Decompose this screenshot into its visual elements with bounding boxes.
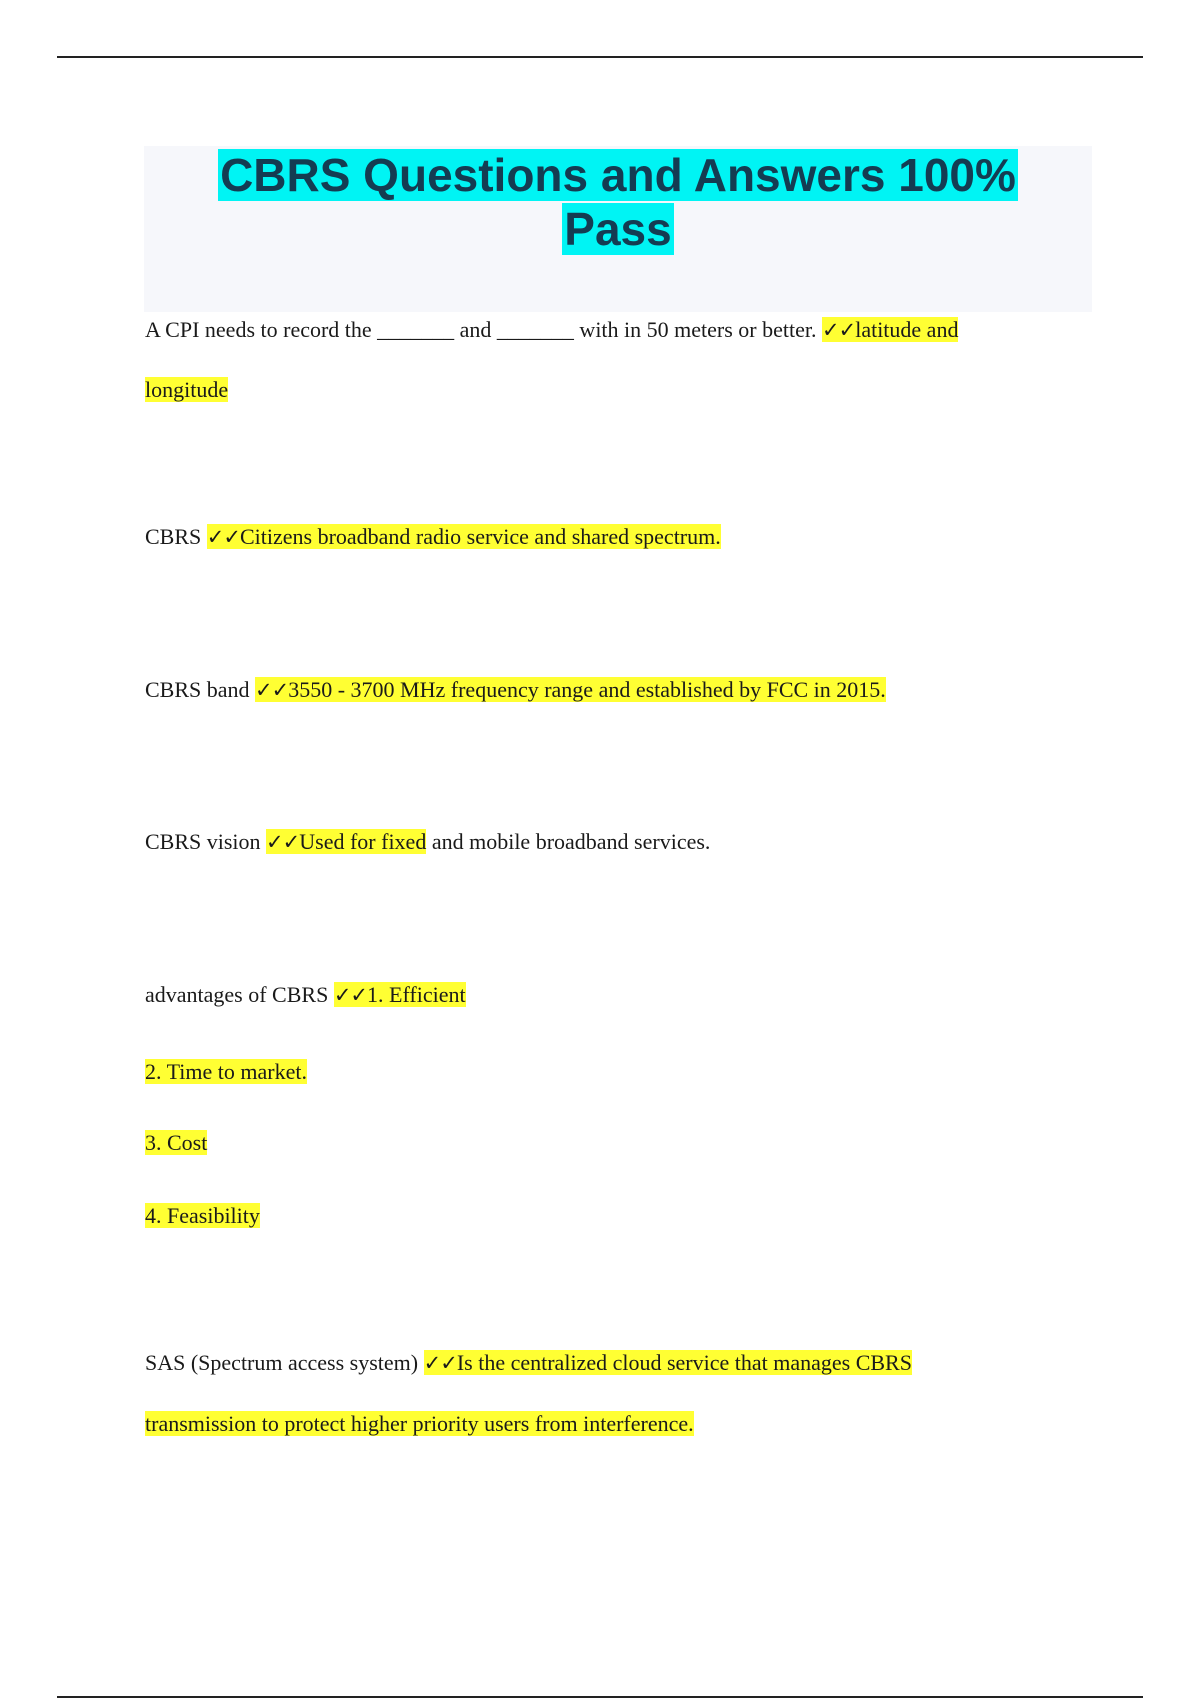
question-text: SAS (Spectrum access system) (145, 1350, 419, 1375)
qa-item-advantages (145, 981, 466, 1009)
title-box (144, 146, 1092, 312)
double-check-icon: ✓✓ (822, 318, 856, 342)
answer-highlight: transmission to protect higher priority users from interference. (145, 1411, 694, 1436)
answer-highlight: ✓✓1. Efficient (333, 982, 466, 1007)
qa-item-sas (145, 1349, 912, 1377)
answer-highlight: longitude (145, 377, 229, 402)
advantage-list-item (145, 1129, 207, 1157)
double-check-icon: ✓✓ (333, 983, 368, 1007)
document-title-line2: Pass (564, 203, 672, 255)
answer-highlight: ✓✓Citizens broadband radio service and shared spectrum. (206, 524, 721, 549)
advantage-list-item (145, 1058, 307, 1086)
answer-highlight: 2. Time to market. (145, 1059, 307, 1084)
question-text: advantages of CBRS (145, 982, 329, 1007)
answer-highlight: ✓✓Used for fixed (266, 829, 427, 854)
question-text: CBRS (145, 524, 202, 549)
answer-highlight: 3. Cost (145, 1130, 208, 1155)
question-text: CBRS vision (145, 829, 261, 854)
qa-item-cpi-continued (145, 376, 228, 404)
double-check-icon: ✓✓ (206, 525, 240, 549)
qa-item-cbrs-vision (145, 828, 710, 856)
double-check-icon: ✓✓ (255, 678, 289, 702)
answer-highlight: ✓✓latitude and (822, 317, 959, 342)
answer-highlight: ✓✓3550 - 3700 MHz frequency range and established by FCC in 2015. (255, 677, 886, 702)
header-rule (57, 56, 1143, 58)
answer-highlight: 4. Feasibility (145, 1203, 260, 1228)
double-check-icon: ✓✓ (266, 830, 300, 854)
qa-item-cpi (145, 316, 958, 344)
qa-item-cbrs (145, 523, 721, 551)
qa-item-sas-continued (145, 1410, 694, 1438)
footer-rule (57, 1696, 1143, 1698)
document-title: CBRS Questions and Answers 100% (220, 149, 1016, 201)
question-text: A CPI needs to record the _______ and _______ with in 50 meters or better. (145, 317, 817, 342)
question-text: CBRS band (145, 677, 250, 702)
advantage-list-item (145, 1202, 260, 1230)
qa-item-cbrs-band (145, 676, 886, 704)
answer-highlight: ✓✓Is the centralized cloud service that manages CBRS (423, 1350, 912, 1375)
double-check-icon: ✓✓ (423, 1351, 457, 1375)
answer-rest: and mobile broadband services. (431, 829, 711, 854)
